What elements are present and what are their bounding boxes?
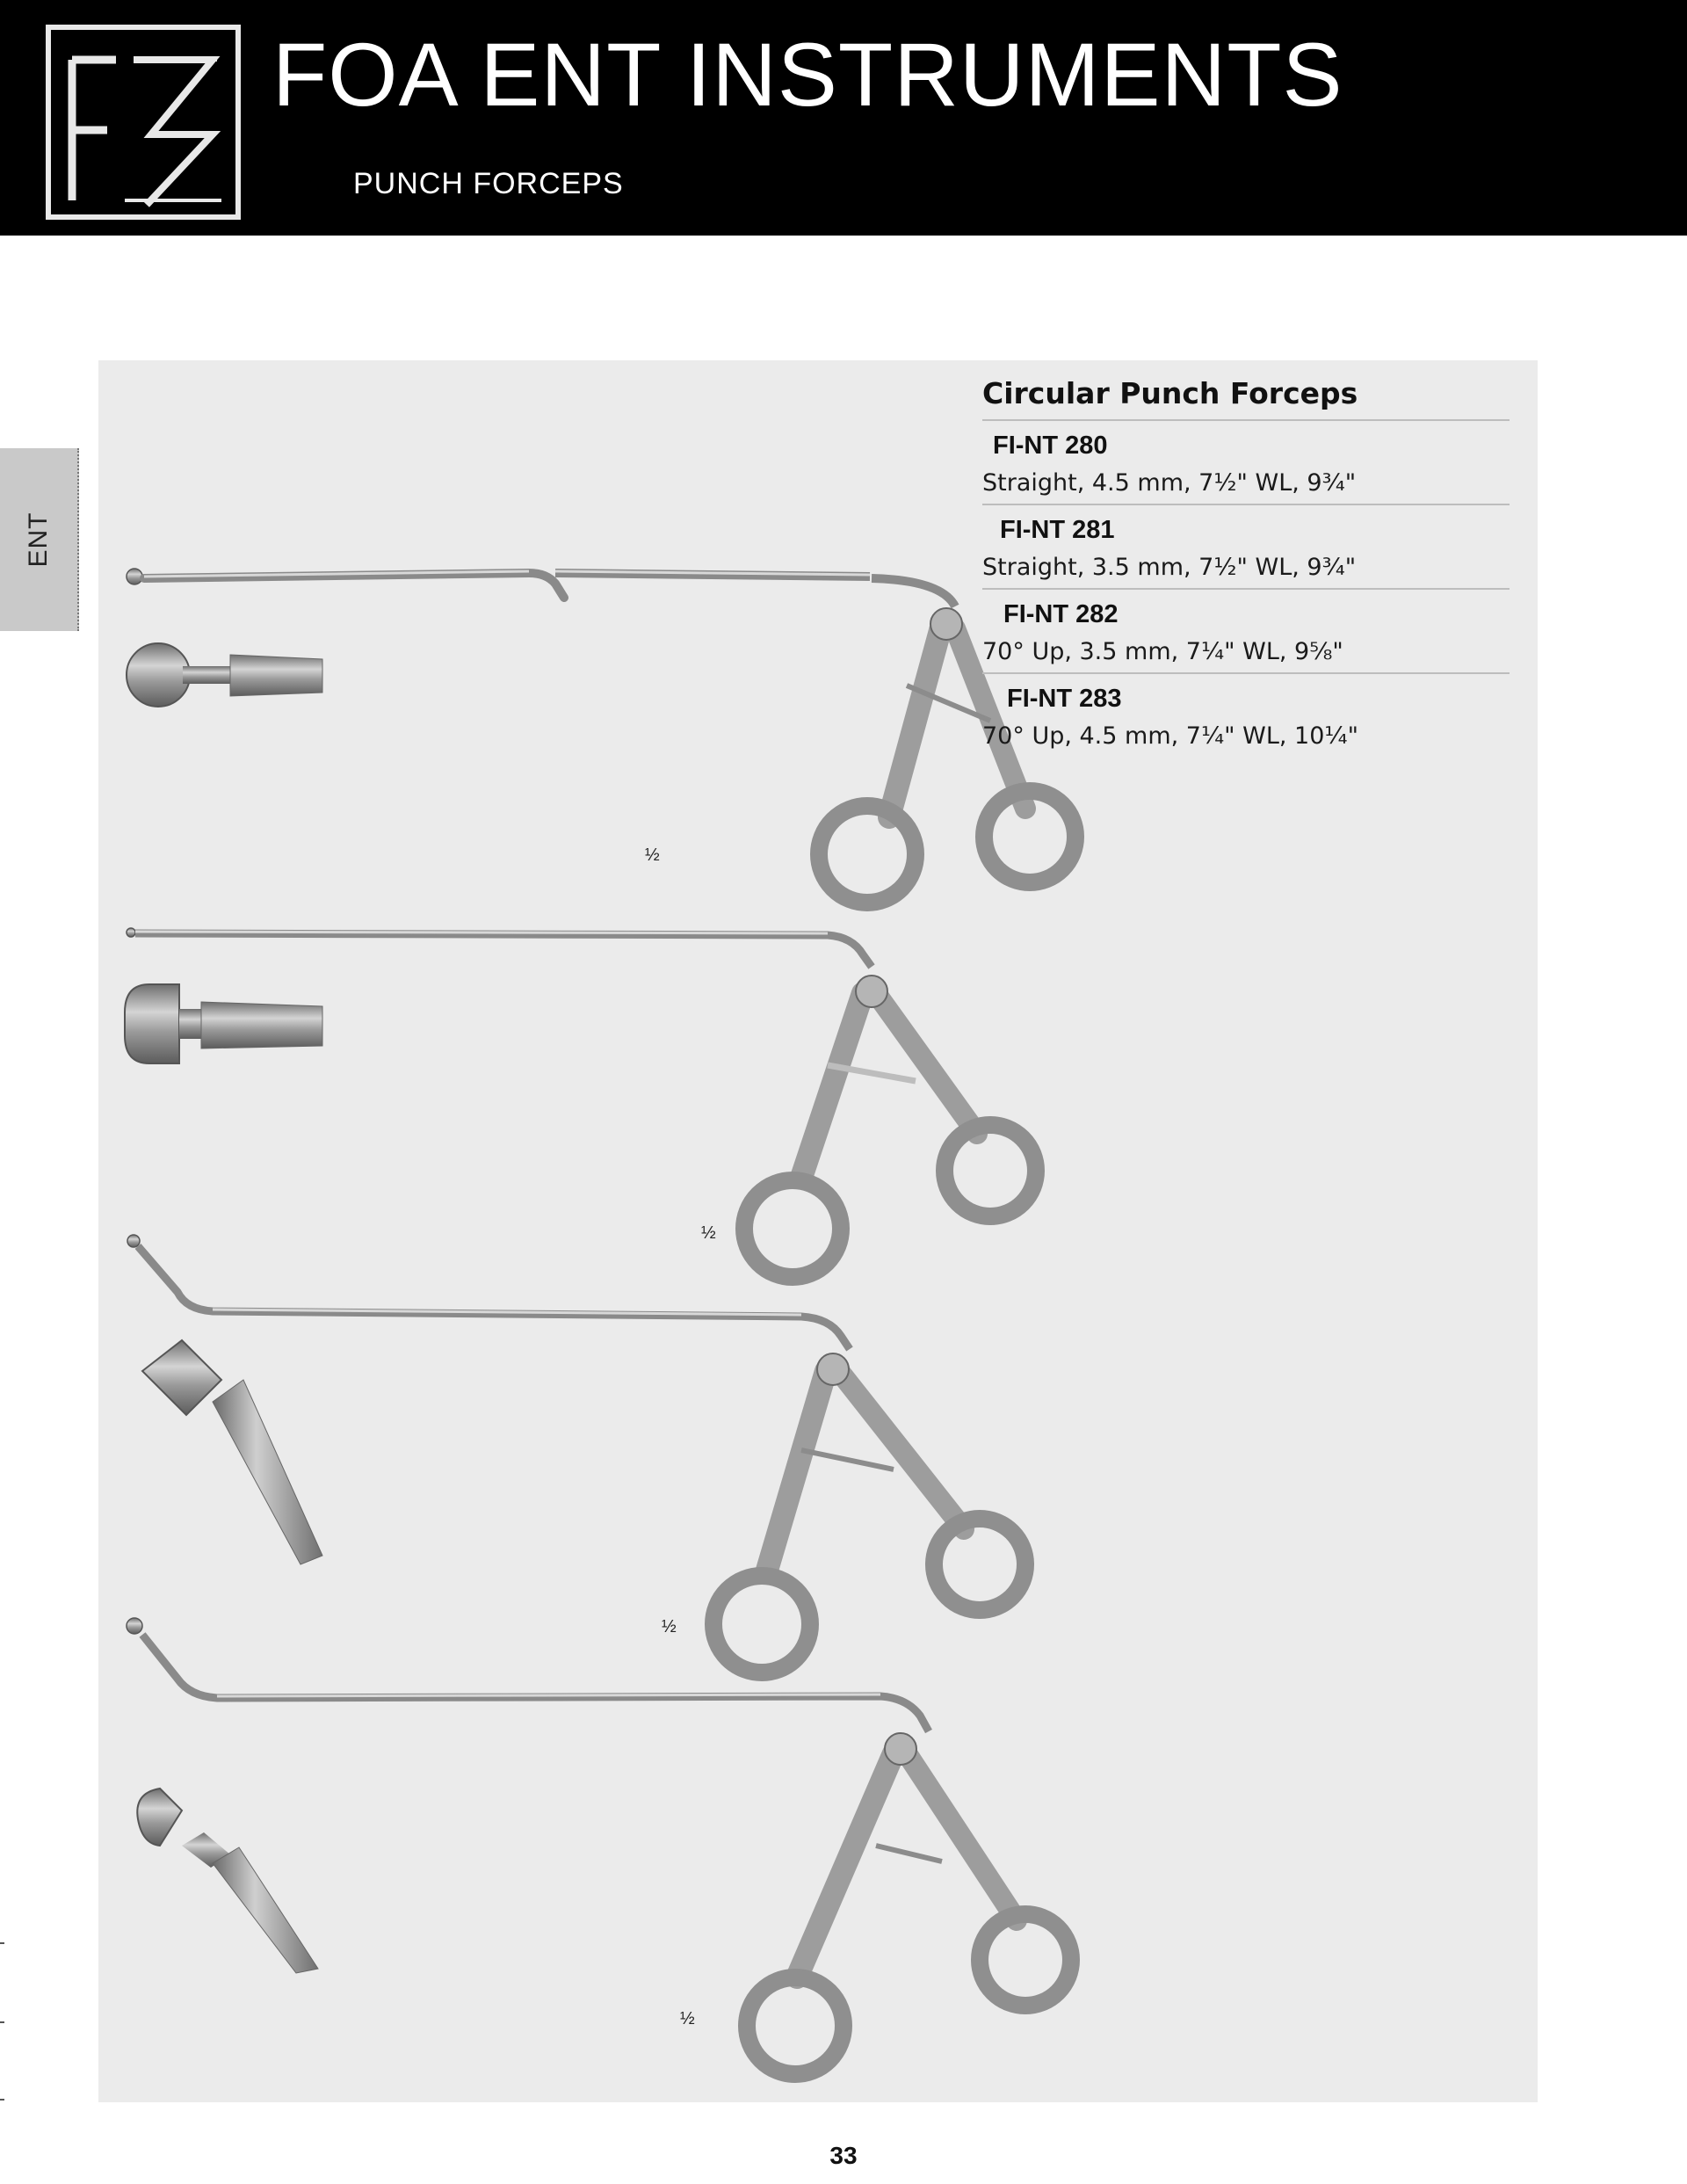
instrument-fi-nt-282 [127, 1235, 1025, 1672]
product-description: 70° Up, 3.5 mm, 7¼" WL, 9⅝" [982, 638, 1343, 665]
instrument-fi-nt-283 [127, 1618, 1071, 2074]
list-item [982, 590, 1510, 674]
scale-label: ½ [701, 1223, 716, 1243]
scale-label: ½ [645, 845, 660, 865]
section-subtitle: PUNCH FORCEPS [353, 167, 624, 200]
margin-tick [0, 2099, 4, 2101]
list-item [982, 674, 1510, 757]
section-side-tab[interactable] [0, 448, 79, 631]
scale-label: ½ [662, 1617, 677, 1636]
margin-tick [0, 2021, 4, 2023]
instrument-fi-nt-281 [125, 928, 1036, 1277]
scale-label: ½ [680, 2009, 695, 2028]
side-tab-label: ENT [24, 512, 53, 568]
product-code: FI-NT 281 [1000, 516, 1115, 544]
list-item [982, 421, 1510, 505]
page-number: 33 [829, 2142, 858, 2169]
product-description: 70° Up, 4.5 mm, 7¼" WL, 10¼" [982, 722, 1358, 750]
product-code: FI-NT 280 [993, 432, 1108, 460]
company-logo [46, 25, 241, 220]
product-code: FI-NT 282 [1003, 600, 1119, 628]
page-title: FOA ENT INSTRUMENTS [272, 25, 1343, 125]
instrument-fi-nt-280 [127, 569, 1075, 903]
product-description: Straight, 3.5 mm, 7½" WL, 9¾" [982, 554, 1357, 581]
list-item [982, 505, 1510, 590]
margin-tick [0, 1942, 4, 1944]
product-description: Straight, 4.5 mm, 7½" WL, 9¾" [982, 469, 1357, 497]
product-info [982, 376, 1510, 757]
product-code: FI-NT 283 [1007, 685, 1122, 713]
page-header [0, 0, 1687, 236]
product-title: Circular Punch Forceps [982, 376, 1510, 421]
